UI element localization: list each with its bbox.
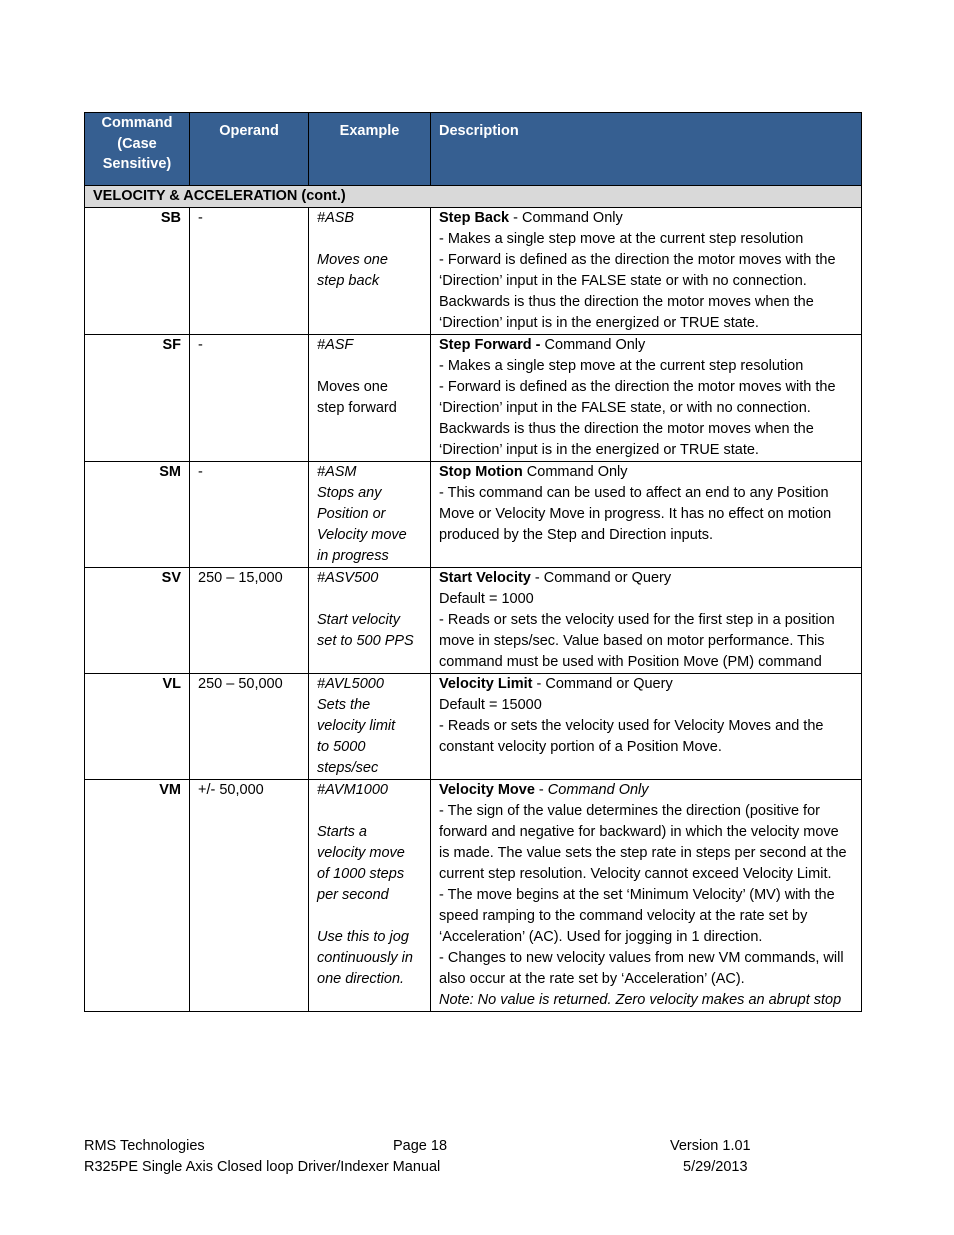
command-cell: SF [85,335,190,462]
table-header-row [85,113,862,186]
description-note: Note: No value is returned. Zero velocity makes an abrupt stop [439,992,842,1008]
description-cell: Step Back - Command Only - Makes a single step move at the current step resolution - Forward is defined as the direction the motor moves with the ‘Direction’ input in the FALSE state or with no connection. Backwards is thus the direction the motor moves when the ‘Direction’ input is in the energized or TRUE state. [431,208,862,335]
command-cell: VM [85,780,190,1012]
operand-cell: 250 – 50,000 [190,674,309,780]
operand-cell: +/- 50,000 [190,780,309,1012]
command-cell: SM [85,462,190,568]
section-title: VELOCITY & ACCELERATION (cont.) [85,186,862,208]
table-row [85,568,862,674]
footer-page-number: Page 18 [393,1138,448,1154]
header-description: Description [431,113,862,186]
description-title: Velocity Limit [439,676,533,692]
header-operand: Operand [190,113,309,186]
description-cell: Velocity Limit - Command or Query Default = 15000 - Reads or sets the velocity used for Velocity Moves and the constant velocity portion of a Position Move. [431,674,862,780]
example-cell: #AVL5000 Sets the velocity limit to 5000 steps/sec [309,674,431,780]
operand-cell: - [190,462,309,568]
command-table [84,112,862,1012]
description-cell: Start Velocity - Command or Query Default = 1000 - Reads or sets the velocity used for the first step in a position move in steps/sec. Value based on motor performance. This command must be used with Position Move (PM) command [431,568,862,674]
description-cell: Stop Motion Command Only - This command can be used to affect an end to any Position Move or Velocity Move in progress. It has no effect on motion produced by the Step and Direction inputs. [431,462,862,568]
command-cell: SB [85,208,190,335]
header-command: Command (Case Sensitive) [85,113,190,186]
operand-cell: 250 – 15,000 [190,568,309,674]
example-cell: #ASM Stops any Position or Velocity move in progress [309,462,431,568]
table-row [85,335,862,462]
footer-date: 5/29/2013 [683,1159,748,1175]
example-cell: #ASB Moves one step back [309,208,431,335]
description-title: Step Back [439,210,510,226]
table-row [85,462,862,568]
header-example: Example [309,113,431,186]
example-cell: #ASF Moves one step forward [309,335,431,462]
command-cell: VL [85,674,190,780]
footer-version: Version 1.01 [670,1138,751,1154]
table-row [85,780,862,1012]
footer-company: RMS Technologies [84,1138,205,1154]
example-cell: #ASV500 Start velocity set to 500 PPS [309,568,431,674]
footer-manual-title: R325PE Single Axis Closed loop Driver/Indexer Manual [84,1159,441,1175]
description-title: Step Forward - [439,337,541,353]
description-cell: Velocity Move - Command Only - The sign of the value determines the direction (positive for forward and negative for backward) in which the velocity move is made. The value sets the step rate in steps per second at the current step resolution. Velocity cannot exceed Velocity Limit. - The move begins at the set ‘Minimum Velocity’ (MV) with the speed ramping to the command velocity at the rate set by ‘Acceleration’ (AC). Used for jogging in 1 direction. - Changes to new velocity values from new VM commands, will also occur at the rate set by ‘Acceleration’ (AC). Note: No value is returned. Zero velocity makes an abrupt stop [431,780,862,1012]
description-cell: Step Forward - Command Only - Makes a single step move at the current step resolution - Forward is defined as the direction the motor moves with the ‘Direction’ input in the FALSE state, or with no connection. Backwards is thus the direction the motor moves when the ‘Direction’ input is in the energized or TRUE state. [431,335,862,462]
description-title: Stop Motion [439,464,523,480]
example-cell: #AVM1000 Starts a velocity move of 1000 steps per second Use this to jog continuously in one direction. [309,780,431,1012]
description-title: Velocity Move [439,782,535,798]
operand-cell: - [190,208,309,335]
table-row [85,208,862,335]
description-title: Start Velocity [439,570,531,586]
table-row [85,674,862,780]
command-cell: SV [85,568,190,674]
operand-cell: - [190,335,309,462]
section-row [85,186,862,208]
